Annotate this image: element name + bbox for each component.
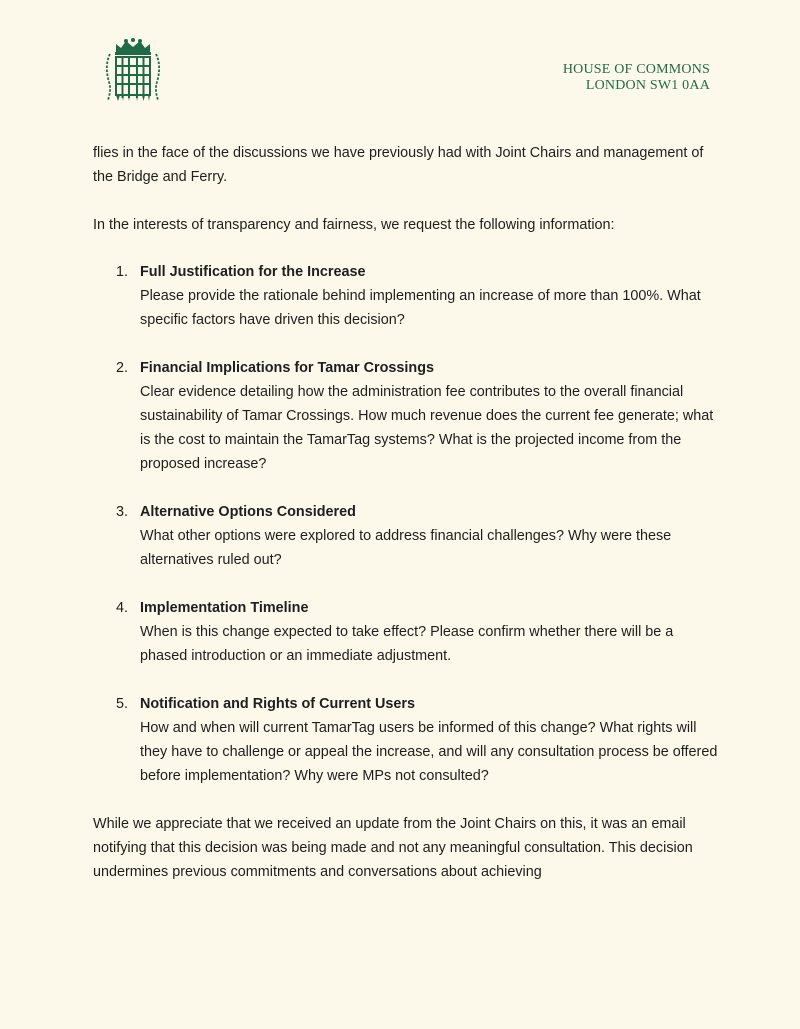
item-number: 3. (116, 504, 129, 520)
item-text: Please provide the rationale behind implementing an increase of more than 100%. What specific factors have driven this decision? (140, 288, 701, 328)
paragraph-continuation: flies in the face of the discussions we have previously had with Joint Chairs and management of the Bridge and Ferry. (93, 145, 704, 185)
item-number: 5. (116, 696, 129, 712)
letterhead-address (563, 62, 710, 94)
item-text: What other options were explored to address financial challenges? Why were these alternatives ruled out? (140, 528, 672, 568)
item-title: Notification and Rights of Current Users (140, 696, 416, 712)
item-number: 1. (116, 264, 129, 280)
paragraph-intro: In the interests of transparency and fairness, we request the following information: (93, 217, 615, 233)
portcullis-crown-icon (104, 38, 162, 102)
item-number: 2. (116, 360, 129, 376)
address-line-1: HOUSE OF COMMONS (562, 62, 710, 77)
item-title: Alternative Options Considered (140, 504, 356, 520)
item-title: Full Justification for the Increase (140, 264, 366, 280)
item-text: When is this change expected to take effect? Please confirm whether there will be a phased introduction or an immediate adjustment. (140, 624, 674, 664)
item-text: Clear evidence detailing how the administration fee contributes to the overall financial sustainability of Tamar Crossings. How much revenue does the current fee generate; what is the cost to maintain the TamarTag systems? What is the projected income from the proposed increase? (140, 384, 714, 472)
list-item (93, 500, 723, 572)
paragraph-closing: While we appreciate that we received an update from the Joint Chairs on this, it was an email notifying that this decision was being made and not any meaningful consultation. This decision undermines previous commitments and conversations about achieving (93, 816, 693, 880)
item-title: Financial Implications for Tamar Crossings (140, 360, 435, 376)
list-item (93, 596, 723, 668)
item-number: 4. (116, 600, 129, 616)
request-list (93, 260, 723, 788)
list-item (93, 356, 723, 476)
list-item (93, 260, 723, 332)
item-text: How and when will current TamarTag users be informed of this change? What rights will they have to challenge or appeal the increase, and will any consultation process be offered before implementation? Why were MPs not consulted? (140, 720, 718, 784)
list-item (93, 692, 723, 788)
letter-body (93, 141, 723, 884)
address-line-2: LONDON SW1 0AA (585, 78, 710, 93)
item-title: Implementation Timeline (140, 600, 309, 616)
